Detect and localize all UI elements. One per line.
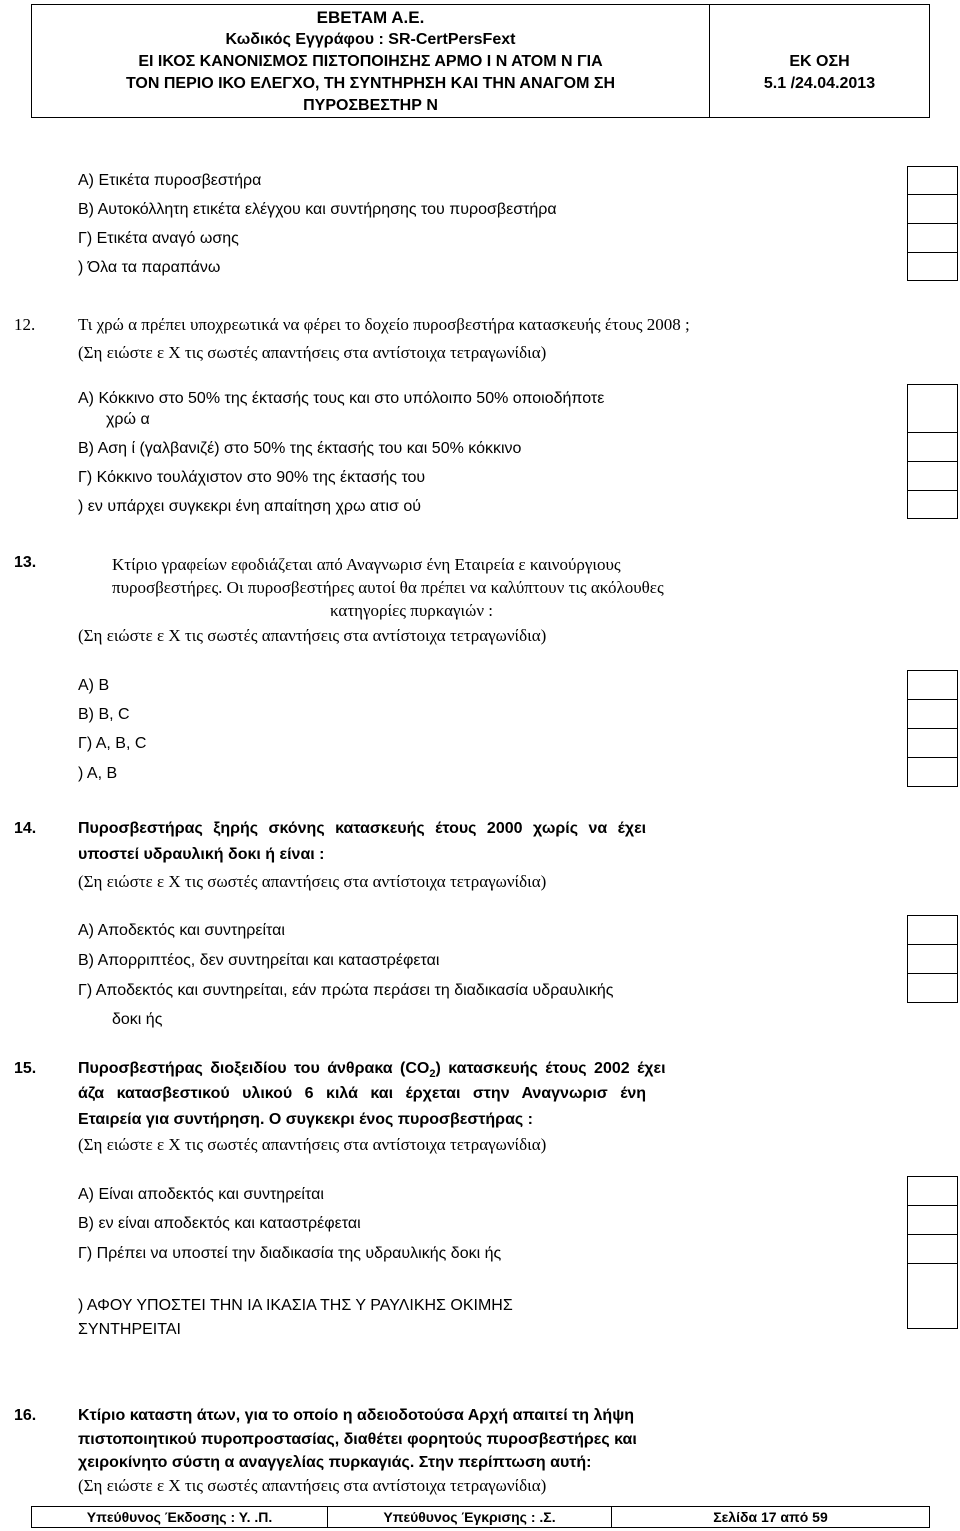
q13-option-c: Γ) Α, Β, C: [78, 735, 147, 752]
q15-checkbox-a[interactable]: [907, 1176, 958, 1206]
q14-question-line1: Πυροσβεστήρας ξηρής σκόνης κατασκευής έτους 2000 χωρίς να έχει: [78, 820, 647, 837]
q13-checkbox-d[interactable]: [907, 757, 958, 787]
q12-checkbox-c[interactable]: [907, 461, 958, 491]
q12-option-b: Β) Αση ί (γαλβανιζέ) στο 50% της έκτασής του και 50% κόκκινο: [78, 440, 522, 457]
q12-checkbox-b[interactable]: [907, 432, 958, 462]
q15-option-a: Α) Είναι αποδεκτός και συντηρείται: [78, 1186, 324, 1203]
q15-line1-end: ) κατασκευής έτους 2002 έχει: [435, 1060, 666, 1077]
q14-instruction: (Ση ειώστε ε Χ τις σωστές απαντήσεις στα αντίστοιχα τετραγωνίδια): [78, 872, 547, 891]
q13-option-d: ) Α, Β: [78, 765, 118, 782]
q14-number: 14.: [14, 820, 37, 837]
q12-option-a: Α) Κόκκινο στο 50% της έκτασής τους και στο υπόλοιπο 50% οποιοδήποτε: [78, 390, 605, 407]
footer-approver: Υπεύθυνος Έγκρισης : .Σ.: [383, 1509, 556, 1525]
q13-question-line3: κατηγορίες πυρκαγιών :: [330, 601, 493, 620]
document-title-line1: ΕΙ ΙΚΟΣ ΚΑΝΟΝΙΣΜΟΣ ΠΙΣΤΟΠΟΙΗΣΗΣ ΑΡΜΟ Ι Ν ΑΤΟΜ Ν ΓΙΑ: [138, 53, 603, 70]
q15-checkbox-c[interactable]: [907, 1234, 958, 1264]
q14-question-line2: υποστεί υδραυλική δοκι ή είναι :: [78, 846, 325, 863]
q13-question-line2: πυροσβεστήρες. Οι πυροσβεστήρες αυτοί θα πρέπει να καλύπτουν τις ακόλουθες: [112, 578, 664, 597]
q11-option-a: Α) Ετικέτα πυροσβεστήρα: [78, 172, 262, 189]
q14-checkbox-c[interactable]: [907, 973, 958, 1003]
q15-checkbox-b[interactable]: [907, 1205, 958, 1235]
footer-issuer: Υπεύθυνος Έκδοσης : Υ. .Π.: [86, 1509, 273, 1525]
q13-question-line1: Κτίριο γραφείων εφοδιάζεται από Αναγνωρισ ένη Εταιρεία ε καινούργιους: [112, 555, 621, 574]
q15-question-line3: Εταιρεία για συντήρηση. Ο συγκεκρι ένος πυροσβεστήρας :: [78, 1111, 533, 1128]
q13-checkbox-b[interactable]: [907, 699, 958, 729]
q12-number: 12.: [14, 315, 36, 334]
q13-option-b: Β) Β, C: [78, 706, 130, 723]
q15-option-d-cont: ΣΥΝΤΗΡΕΙΤΑΙ: [78, 1321, 181, 1338]
q12-option-c: Γ) Κόκκινο τουλάχιστον στο 90% της έκτασής του: [78, 469, 426, 486]
q15-option-d: ) ΑΦΟΥ ΥΠΟΣΤΕΙ ΤΗΝ ΙΑ ΙΚΑΣΙΑ ΤΗΣ Υ ΡΑΥΛΙΚΗΣ ΟΚΙΜΗΣ: [78, 1297, 513, 1314]
company-name: ΕΒΕΤΑΜ Α.Ε.: [316, 8, 425, 27]
q11-checkbox-b[interactable]: [907, 194, 958, 224]
q16-question-line2: πιστοποιητικού πυροπροστασίας, διαθέτει φορητούς πυροσβεστήρες και: [78, 1431, 637, 1448]
q11-option-b: Β) Αυτοκόλλητη ετικέτα ελέγχου και συντήρησης του πυροσβεστήρα: [78, 201, 557, 218]
q11-checkbox-a[interactable]: [907, 166, 958, 195]
q11-checkbox-d[interactable]: [907, 252, 958, 281]
q11-option-c: Γ) Ετικέτα αναγό ωσης: [78, 230, 239, 247]
edition-value: 5.1 /24.04.2013: [763, 75, 876, 92]
q14-option-b: Β) Απορριπτέος, δεν συντηρείται και καταστρέφεται: [78, 952, 440, 969]
q13-checkbox-c[interactable]: [907, 728, 958, 758]
q14-option-c: Γ) Αποδεκτός και συντηρείται, εάν πρώτα περάσει τη διαδικασία υδραυλικής: [78, 982, 614, 999]
q15-option-b: Β) εν είναι αποδεκτός και καταστρέφεται: [78, 1215, 361, 1232]
q15-question-line1: [78, 1059, 666, 1084]
q14-checkbox-a[interactable]: [907, 915, 958, 945]
q15-option-c: Γ) Πρέπει να υποστεί την διαδικασία της υδραυλικής δοκι ής: [78, 1245, 502, 1262]
footer-page-number: Σελίδα 17 από 59: [713, 1509, 828, 1525]
q16-instruction: (Ση ειώστε ε Χ τις σωστές απαντήσεις στα αντίστοιχα τετραγωνίδια): [78, 1476, 547, 1495]
q13-checkbox-a[interactable]: [907, 670, 958, 700]
document-title-line3: ΠΥΡΟΣΒΕΣΤΗΡ Ν: [303, 97, 438, 114]
q14-option-a: Α) Αποδεκτός και συντηρείται: [78, 922, 285, 939]
q13-option-a: Α) Β: [78, 677, 110, 694]
q16-number: 16.: [14, 1407, 37, 1424]
q11-checkbox-c[interactable]: [907, 223, 958, 253]
document-code: Κωδικός Εγγράφου : SR-CertPersFext: [225, 31, 516, 48]
q13-instruction: (Ση ειώστε ε Χ τις σωστές απαντήσεις στα αντίστοιχα τετραγωνίδια): [78, 626, 547, 645]
q15-question-line2: άζα κατασβεστικού υλικού 6 κιλά και έρχεται στην Αναγνωρισ ένη: [78, 1085, 647, 1102]
q12-checkbox-d[interactable]: [907, 490, 958, 519]
q14-option-c-cont: δοκι ής: [112, 1011, 163, 1028]
document-title-line2: ΤΟΝ ΠΕΡΙΟ ΙΚΟ ΕΛΕΓΧΟ, ΤΗ ΣΥΝΤΗΡΗΣΗ ΚΑΙ ΤΗΝ ΑΝΑΓΟΜ ΣΗ: [125, 75, 616, 92]
document-footer: [31, 1506, 930, 1528]
q14-checkbox-b[interactable]: [907, 944, 958, 974]
q11-option-d: ) Όλα τα παραπάνω: [78, 259, 221, 276]
q15-instruction: (Ση ειώστε ε Χ τις σωστές απαντήσεις στα αντίστοιχα τετραγωνίδια): [78, 1135, 547, 1154]
q15-checkbox-d[interactable]: [907, 1263, 958, 1329]
q15-line1-start: Πυροσβεστήρας διοξειδίου του άνθρακα (CO: [78, 1060, 430, 1077]
q15-line1-subscript: 2: [429, 1068, 436, 1081]
document-header: [31, 4, 930, 118]
edition-label: ΕΚ ΟΣΗ: [789, 53, 850, 70]
q12-checkbox-a[interactable]: [907, 384, 958, 433]
q13-number: 13.: [14, 554, 37, 571]
q15-number: 15.: [14, 1060, 37, 1077]
q16-question-line3: χειροκίνητο σύστη α αναγγελίας πυρκαγιάς. Στην περίπτωση αυτή:: [78, 1454, 592, 1471]
q12-option-d: ) εν υπάρχει συγκεκρι ένη απαίτηση χρω ατισ ού: [78, 498, 421, 515]
q12-option-a-cont: χρώ α: [106, 411, 150, 428]
q12-instruction: (Ση ειώστε ε Χ τις σωστές απαντήσεις στα αντίστοιχα τετραγωνίδια): [78, 343, 547, 362]
q16-question-line1: Κτίριο καταστη άτων, για το οποίο η αδειοδοτούσα Αρχή απαιτεί τη λήψη: [78, 1407, 635, 1424]
q12-question: Τι χρώ α πρέπει υποχρεωτικά να φέρει το δοχείο πυροσβεστήρα κατασκευής έτους 2008 ;: [78, 315, 690, 334]
